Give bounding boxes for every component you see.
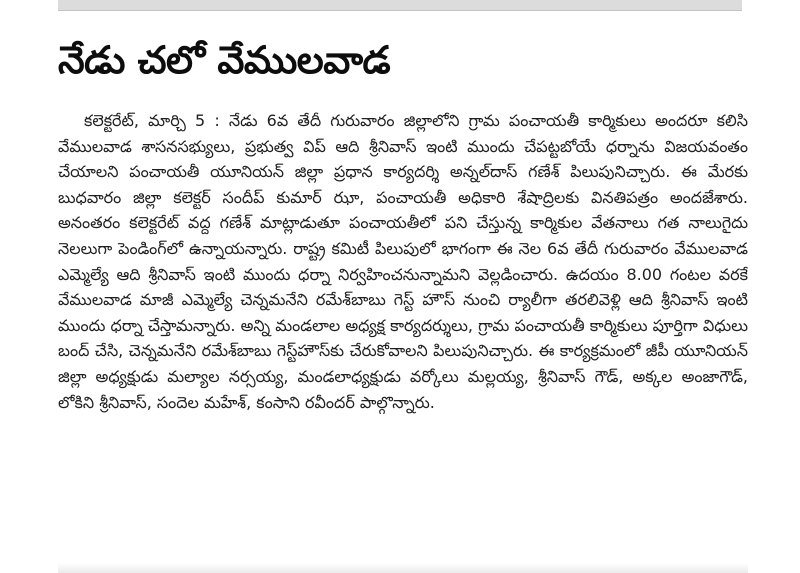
news-article — [58, 34, 748, 415]
article-body: కలెక్టరేట్, మార్చి 5 : నేడు 6వ తేదీ గురువారం జిల్లాలోని గ్రామ పంచాయతీ కార్మికులు అందరూ కలిసి వేములవాడ శాసనసభ్యులు, ప్రభుత్వ విప్ ఆది శ్రీనివాస్ ఇంటి ముందు చేపట్టబోయే ధర్నాను విజయవంతం చేయాలని పంచాయతీ యూనియన్ జిల్లా ప్రధాన కార్యదర్శి అన్నల్‌దాస్ గణేశ్ పిలుపునిచ్చారు. ఈ మేరకు బుధవారం జిల్లా కలెక్టర్ సందీప్ కుమార్ ఝా, పంచాయతీ అధికారి శేషాద్రిలకు వినతిపత్రం అందజేశారు. అనంతరం కలెక్టరేట్ వద్ద గణేశ్ మాట్లాడుతూ పంచాయతీలో పని చేస్తున్న కార్మికుల వేతనాలు గత నాలుగైదు నెలలుగా పెండింగ్‌లో ఉన్నాయన్నారు. రాష్ట్ర కమిటీ పిలుపులో భాగంగా ఈ నెల 6వ తేదీ గురువారం వేములవాడ ఎమ్మెల్యే ఆది శ్రీనివాస్ ఇంటి ముందు ధర్నా నిర్వహించనున్నామని వెల్లడించారు. ఉదయం 8.00 గంటల వరకే వేములవాడ మాజీ ఎమ్మెల్యే చెన్నమనేని రమేశ్‌బాబు గెస్ట్ హౌస్ నుంచి ర్యాలీగా తరలివెళ్లి ఆది శ్రీనివాస్ ఇంటి ముందు ధర్నా చేస్తామన్నారు. అన్ని మండలాల అధ్యక్ష కార్యదర్శులు, గ్రామ పంచాయతీ కార్మికులు పూర్తిగా విధులు బంద్ చేసి, చెన్నమనేని రమేశ్‌బాబు గెస్ట్‌హౌస్‌కు చేరుకోవాలని పిలుపునిచ్చారు. ఈ కార్యక్రమంలో జీపీ యూనియన్ జిల్లా అధ్యక్షుడు మల్యాల నర్సయ్య, మండలాధ్యక్షుడు వర్కోలు మల్లయ్య, శ్రీనివాస్ గౌడ్, అక్కల అంజాగౌడ్, లోకిని శ్రీనివాస్, సందెల మహేశ్, కంసాని రవీందర్ పాల్గొన్నారు. — [58, 111, 748, 412]
article-headline: నేడు చలో వేములవాడ — [58, 38, 391, 82]
page-bottom-edge — [58, 563, 748, 573]
previous-article-edge — [58, 0, 742, 11]
